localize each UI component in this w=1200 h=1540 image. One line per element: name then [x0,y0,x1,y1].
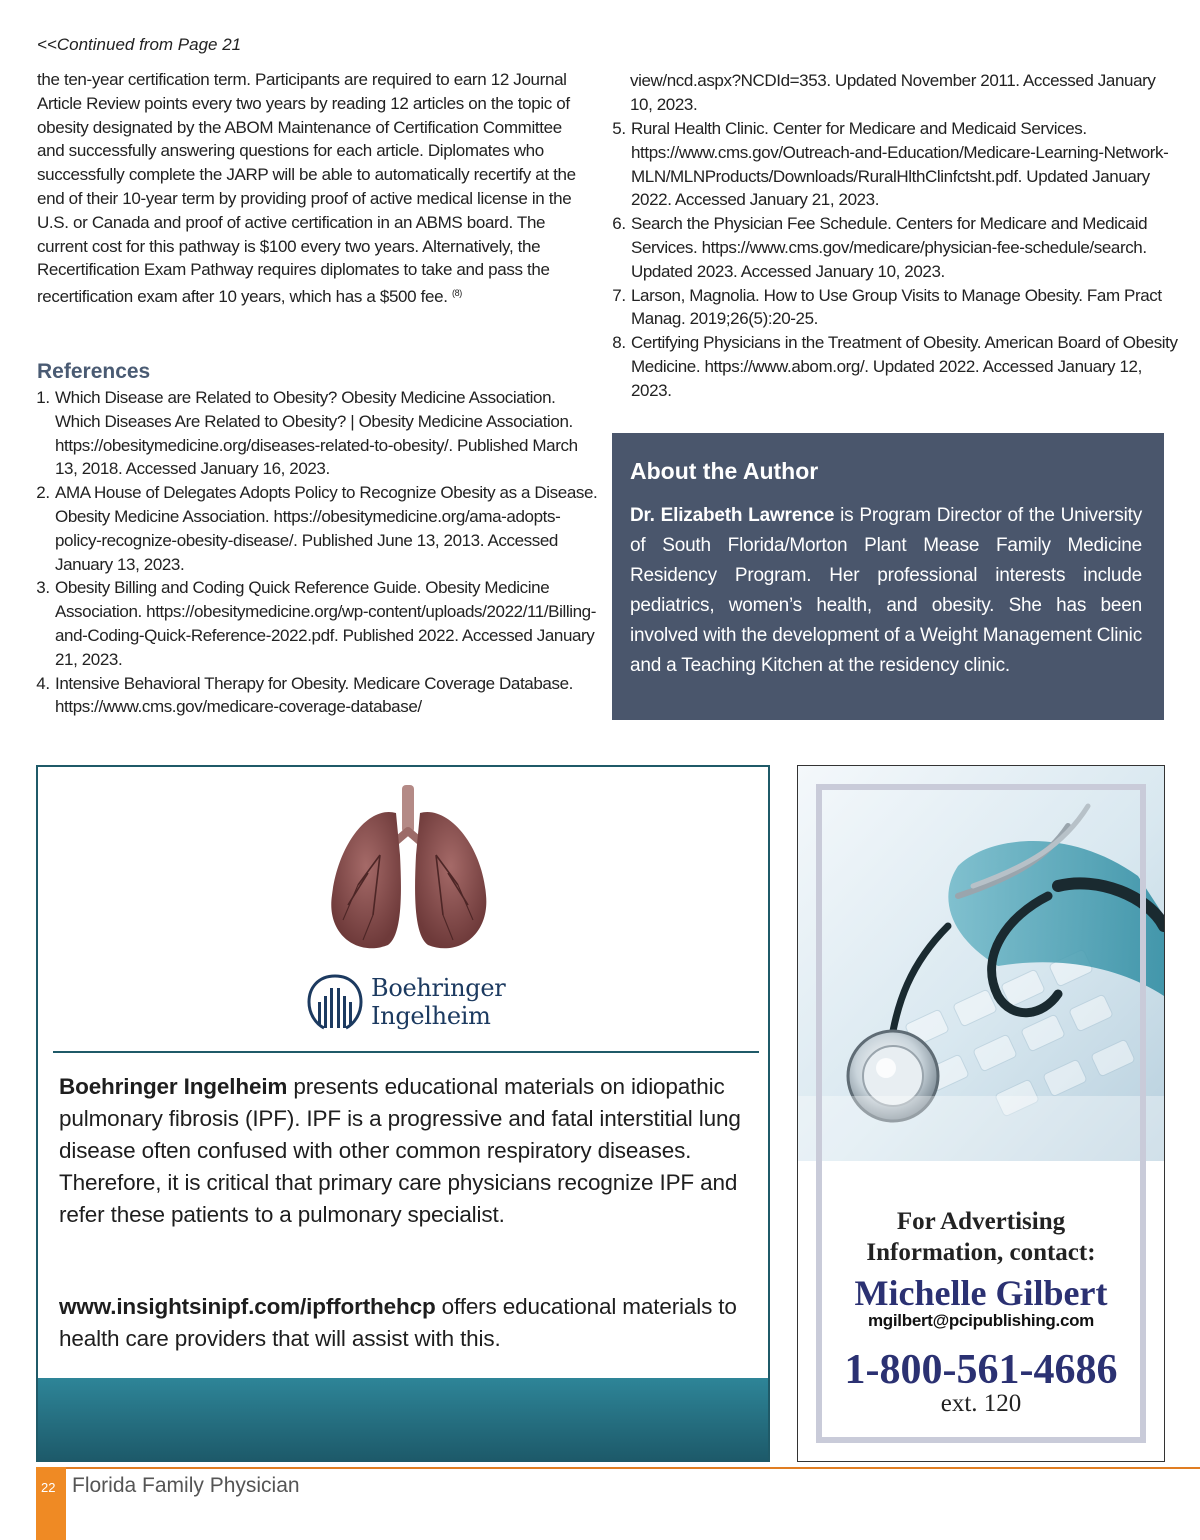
lungs-icon [318,785,498,960]
references-heading: References [37,360,151,383]
reference-continuation: view/ncd.aspx?NCDId=353. Updated November 2011. Accessed January 10, 2023. [630,71,1156,114]
advertising-heading-line-1: For Advertising [896,1208,1066,1235]
ad-paragraph-2 [59,1291,759,1355]
article-paragraph-text: the ten-year certification term. Participants are required to earn 12 Journal Article Review points every two years by reading 12 articles on the topic of obesity designated by the ABOM Maintenance of Certification Committee and successfully answering questions for each article. Diplomates who successfully complete the JARP will be able to automatically recertify at the end of their 10-year term by providing proof of active medical license in the U.S. or Canada and proof of active certification in an ABMS board. The current cost for this pathway is $100 every two years. Alternatively, the Recertification Exam Pathway requires diplomates to take and pass the recertification exam after 10 years, which has a $500 fee. [37,70,576,307]
author-bio [630,501,1142,681]
boehringer-ad[interactable] [36,765,770,1462]
ad-paragraph-1-text: presents educational materials on idiopathic pulmonary fibrosis (IPF). IPF is a progressive and fatal interstitial lung disease often confused with other common respiratory diseases. Therefore, it is critical that primary care physicians recognize IPF and refer these patients to a pulmonary specialist. [59,1074,741,1227]
author-name: Dr. Elizabeth Lawrence [630,505,835,526]
ad-paragraph-2-text: offers educational materials to health care providers that will assist with this. [59,1294,737,1351]
advertising-heading-line-2: Information, contact: [866,1239,1096,1266]
ad-company-name: Boehringer Ingelheim [59,1074,288,1099]
reference-item: 8. Certifying Physicians in the Treatment of Obesity. American Board of Obesity Medicine. https://www.abom.org/. Updated 2022. Accessed January 12, 2023. [630,331,1180,402]
reference-item: 4. Intensive Behavioral Therapy for Obesity. Medicare Coverage Database. https://www.cms.gov/medicare-coverage-database/ [54,672,604,720]
footer-page-tab [36,1467,66,1540]
article-paragraph [37,68,585,309]
contact-extension: ext. 120 [940,1390,1022,1417]
reference-item: 7. Larson, Magnolia. How to Use Group Visits to Manage Obesity. Fam Pract Manag. 2019;26(5):20-25. [630,284,1180,332]
about-the-author-box [612,433,1164,720]
publication-title: Florida Family Physician [72,1474,300,1497]
advertising-contact-ad[interactable] [797,765,1165,1462]
ad-footer-band [38,1378,768,1460]
author-bio-text: is Program Director of the University of South Florida/Morton Plant Mease Family Medicine Residency Program. Her professional interests include pediatrics, women’s health, and obesity. She has been involved with the development of a Weight Management Clinic and a Teaching Kitchen at the residency clinic. [630,505,1142,676]
boehringer-logo-text [371,974,505,1030]
page-number: 22 [41,1480,56,1495]
continued-from-label: <<Continued from Page 21 [37,35,242,54]
boehringer-logo-icon [306,972,364,1032]
ad-website-link[interactable]: www.insightsinipf.com/ipfforthehcp [59,1294,436,1319]
contact-phone[interactable]: 1-800-561-4686 [844,1347,1118,1393]
ad-divider [53,1051,759,1053]
author-box-title: About the Author [630,458,819,484]
ad-inner-frame [816,784,1146,1443]
footer-divider [36,1467,1200,1469]
logo-line-2: Ingelheim [371,1002,491,1030]
reference-item: 5. Rural Health Clinic. Center for Medicare and Medicaid Services. https://www.cms.gov/Outreach-and-Education/Medicare-Learning-Network-MLN/MLNProducts/Downloads/RuralHlthClinfctsht.pdf. Updated January 2022. Accessed January 21, 2023. [630,117,1180,212]
logo-line-1: Boehringer [371,974,506,1002]
ad-paragraph-1 [59,1071,759,1231]
reference-item: 2. AMA House of Delegates Adopts Policy to Recognize Obesity as a Disease. Obesity Medicine Association. https://obesitymedicine.org/ama-adopts-policy-recognize-obesity-disease/. Published June 13, 2013. Accessed January 13, 2023. [54,481,604,576]
reference-item: 1. Which Disease are Related to Obesity? Obesity Medicine Association. Which Diseases Are Related to Obesity? | Obesity Medicine Association. https://obesitymedicine.org/diseases-related-to-obesity/. Published March 13, 2018. Accessed January 16, 2023. [54,386,604,481]
advertising-heading [818,1206,1144,1268]
references-list-right [613,117,1180,403]
contact-name: Michelle Gilbert [854,1273,1108,1313]
contact-email-link[interactable]: mgilbert@pcipublishing.com [867,1311,1094,1330]
citation-superscript: (8) [451,288,462,299]
references-list-left [37,386,604,719]
reference-item: 3. Obesity Billing and Coding Quick Reference Guide. Obesity Medicine Association. https://obesitymedicine.org/wp-content/uploads/2022/11/Billing-and-Coding-Quick-Reference-2022.pdf. Published 2022. Accessed January 21, 2023. [54,576,604,671]
reference-item: 6. Search the Physician Fee Schedule. Centers for Medicare and Medicaid Services. https://www.cms.gov/medicare/physician-fee-schedule/search. Updated 2023. Accessed January 10, 2023. [630,212,1180,283]
